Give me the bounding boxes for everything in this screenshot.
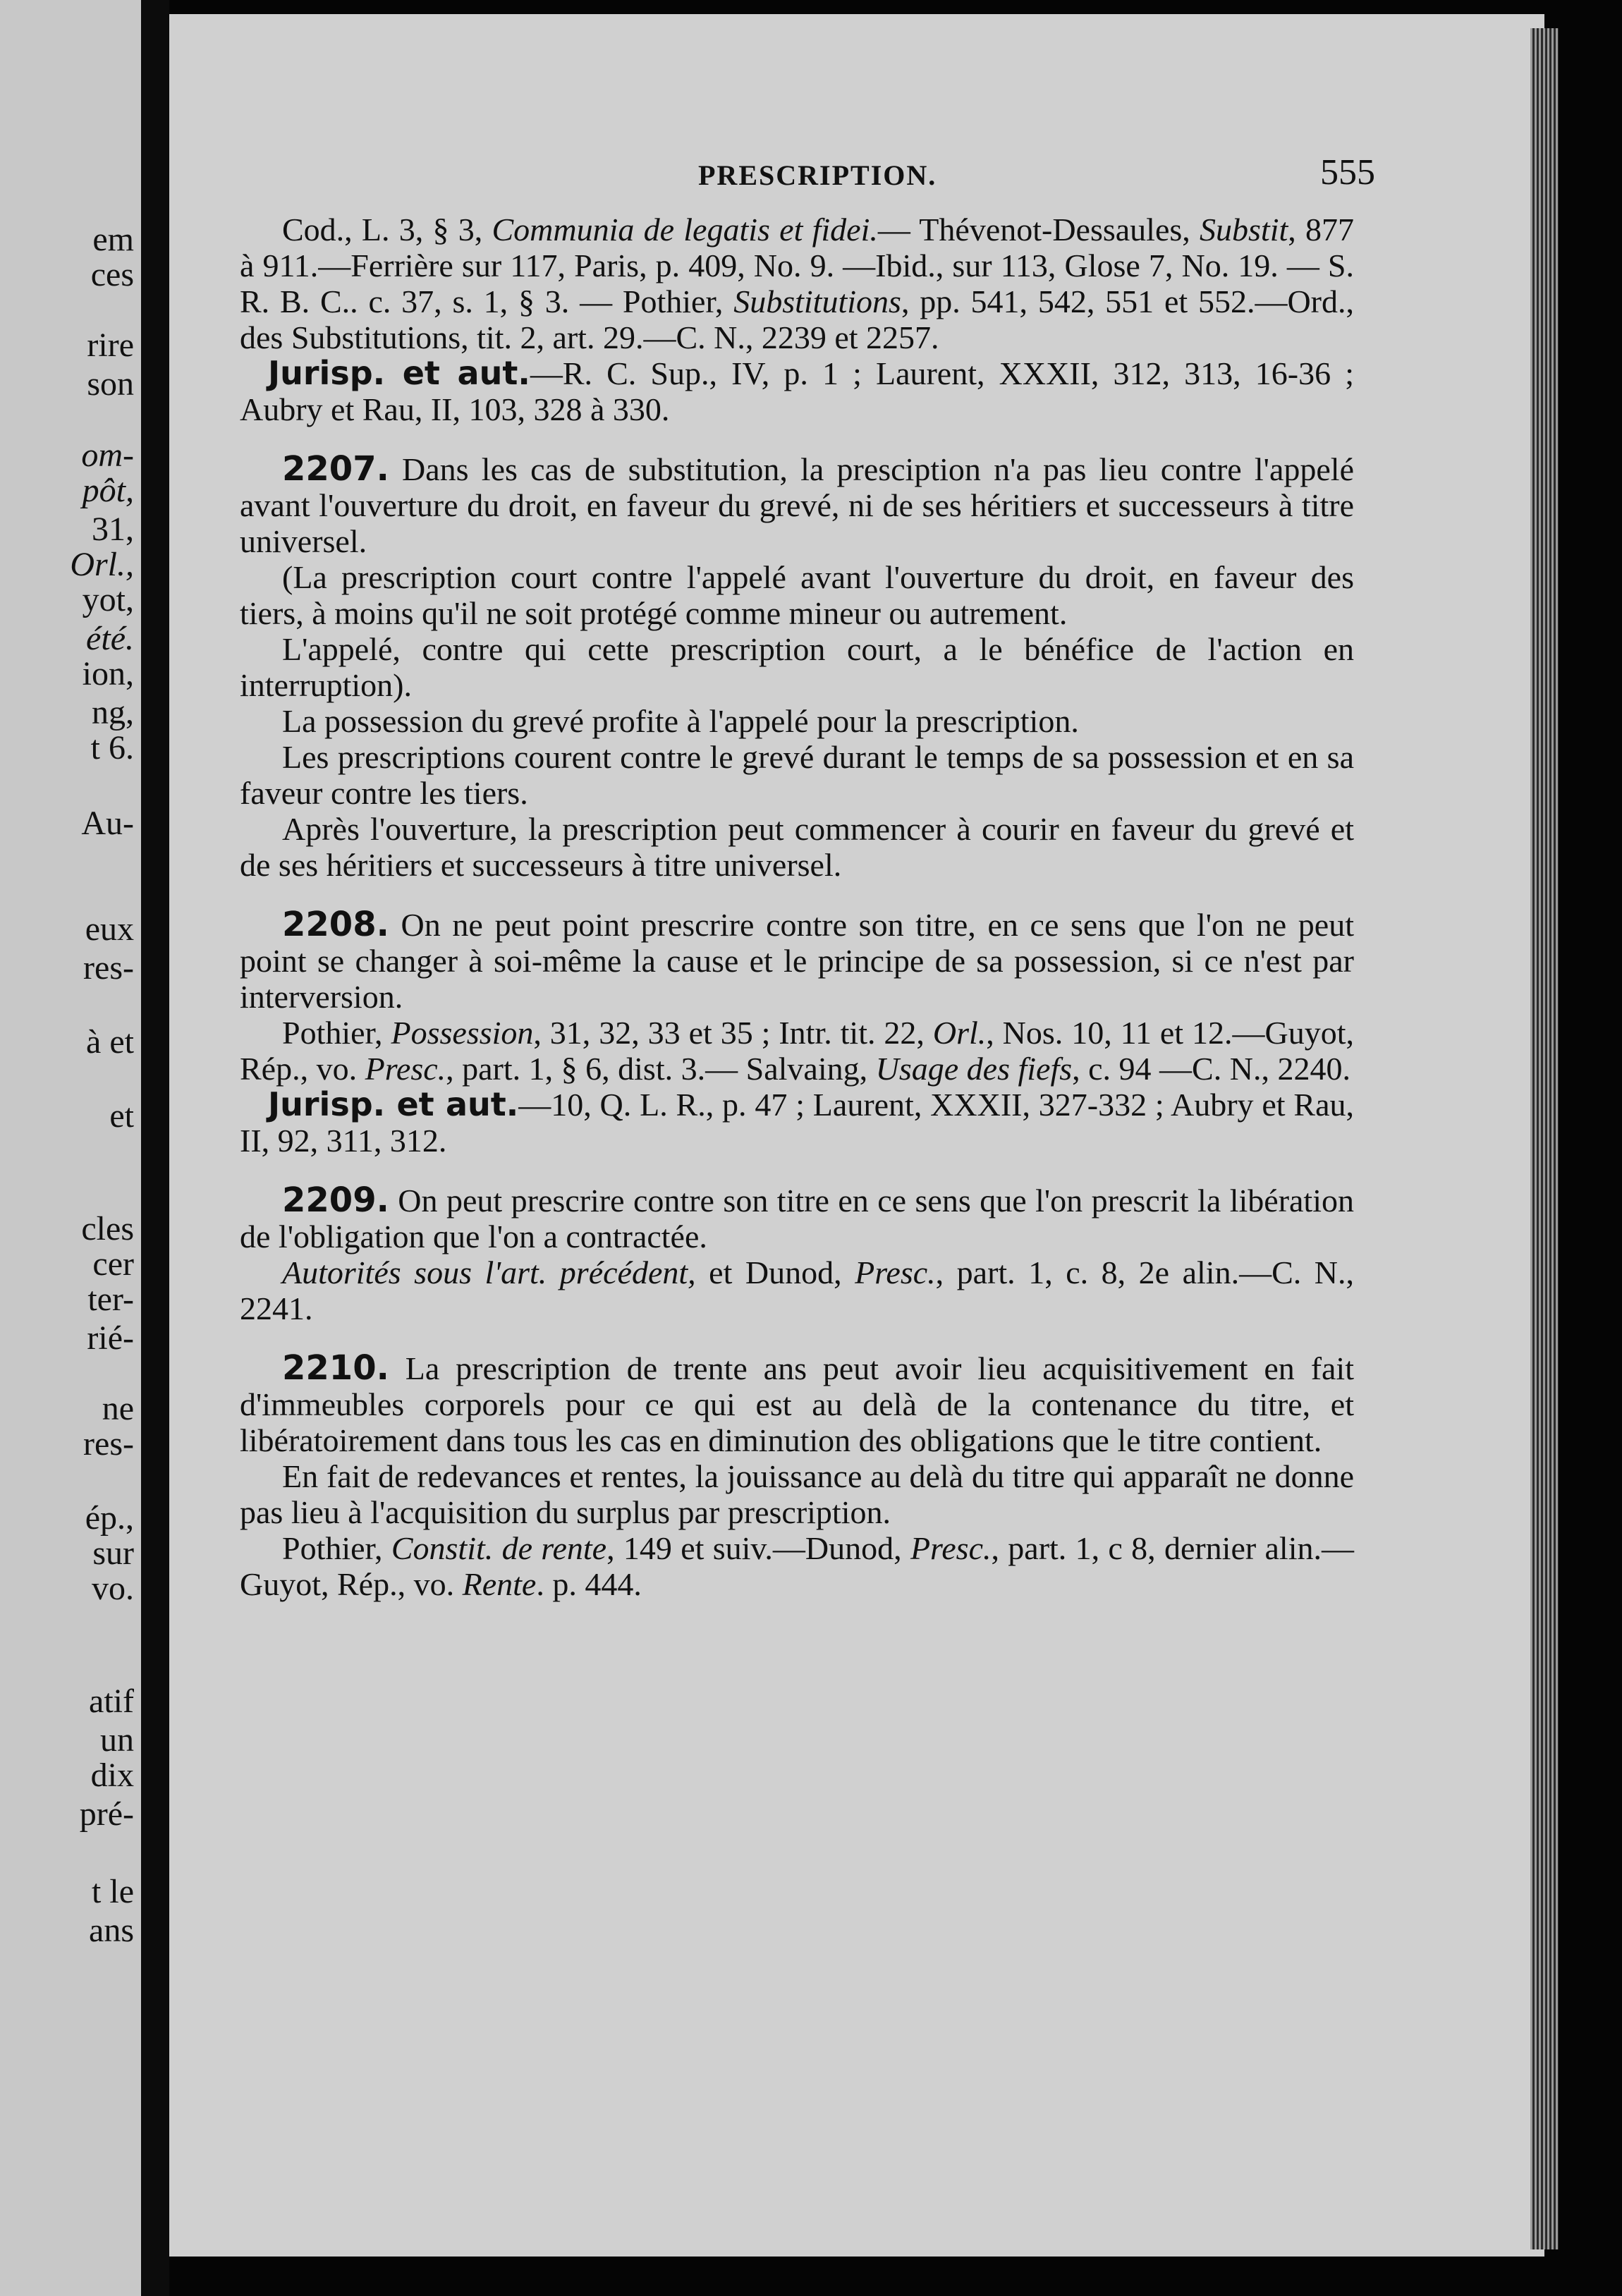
article-2210-para-2: En fait de redevances et rentes, la jouissance au delà du titre qui apparaît ne donne pas lieu à l'acquisition du surplus par prescription.: [240, 1458, 1354, 1530]
left-page-fragment: ces: [90, 256, 134, 293]
article-2207-text: 2207. Dans les cas de substitution, la presciption n'a pas lieu contre l'appelé avant l'ouverture du droit, en faveur du grevé, ni de ses héritiers et successeurs à titre universel.: [240, 449, 1354, 559]
left-page-fragment: vo.: [92, 1570, 134, 1607]
article-2207-para-3: L'appelé, contre qui cette prescription court, a le bénéfice de l'action en interruption).: [240, 631, 1354, 703]
article-number: 2208.: [282, 905, 389, 944]
article-2209: [240, 1180, 1354, 1326]
article-2208-jurisprudence: Jurisp. et aut.—10, Q. L. R., p. 47 ; Laurent, XXXII, 327-332 ; Aubry et Rau, II, 92, 311, 312.: [240, 1085, 1354, 1159]
left-page-fragment: om-: [81, 436, 134, 474]
page-number: 555: [1320, 152, 1375, 193]
article-number: 2209.: [282, 1180, 389, 1220]
left-page-fragment: un: [100, 1721, 134, 1759]
article-2209-text: 2209. On peut prescrire contre son titre en ce sens que l'on prescrit la libération de l'obligation que l'on a contractée.: [240, 1180, 1354, 1254]
left-page-fragment: cles: [81, 1210, 134, 1247]
left-page-fragment: res-: [83, 949, 134, 987]
page-header: [169, 152, 1375, 201]
left-page-fragment: atif: [89, 1683, 134, 1720]
article-2210-references: Pothier, Constit. de rente, 149 et suiv.—Dunod, Presc., part. 1, c 8, dernier alin.—Guyot, Rép., vo. Rente. p. 444.: [240, 1530, 1354, 1602]
article-2208-text: 2208. On ne peut point prescrire contre son titre, en ce sens que l'on ne peut point se changer à soi-même la cause et le principe de sa possession, si ce n'est par interversion.: [240, 905, 1354, 1015]
left-page-fragment: Orl.,: [70, 546, 134, 583]
left-page-fragment: dix: [90, 1757, 134, 1794]
left-page-fragment: res-: [83, 1425, 134, 1463]
left-page-fragment: t le: [92, 1873, 134, 1910]
left-page-fragment: pré-: [79, 1795, 134, 1833]
article-2208-references: Pothier, Possession, 31, 32, 33 et 35 ; Intr. tit. 22, Orl., Nos. 10, 11 et 12.—Guyot, Rép., vo. Presc., part. 1, § 6, dist. 3.— Salvaing, Usage des fiefs, c. 94 —C. N., 2240.: [240, 1015, 1354, 1087]
intro-jurisprudence: Jurisp. et aut.—R. C. Sup., IV, p. 1 ; Laurent, XXXII, 312, 313, 16-36 ; Aubry et Rau, II, 103, 328 à 330.: [240, 354, 1354, 427]
left-page-fragment: 31,: [92, 511, 134, 548]
article-2207-para-2: (La prescription court contre l'appelé avant l'ouverture du droit, en faveur des tiers, à moins qu'il ne soit protégé comme mineur ou autrement.: [240, 559, 1354, 631]
page-edge-stack: [1530, 28, 1559, 2249]
left-page-fragment: eux: [85, 910, 134, 948]
left-page-fragment: ter-: [87, 1281, 134, 1318]
left-page-fragment: em: [92, 221, 134, 258]
left-facing-page: [0, 0, 141, 2296]
article-number: 2207.: [282, 449, 389, 489]
left-page-fragment: pôt,: [82, 472, 134, 509]
left-page-fragment: ne: [102, 1390, 134, 1427]
left-page-fragment: ép.,: [85, 1499, 134, 1537]
left-page-fragment: rié-: [87, 1319, 134, 1357]
left-page-fragment: à et: [86, 1023, 134, 1061]
left-page-fragment: cer: [92, 1245, 134, 1283]
left-page-fragment: été.: [86, 620, 134, 657]
jurisprudence-label: Jurisp. et aut.: [268, 354, 530, 392]
jurisprudence-label: Jurisp. et aut.: [268, 1085, 519, 1123]
running-head: PRESCRIPTION.: [698, 159, 937, 191]
left-page-fragment: sur: [92, 1534, 134, 1572]
left-page-fragment: yot,: [82, 581, 134, 618]
article-number: 2210.: [282, 1348, 389, 1388]
left-page-fragment: Au-: [81, 805, 134, 842]
article-2207-para-5: Les prescriptions courent contre le grevé durant le temps de sa possession et en sa faveur contre les tiers.: [240, 739, 1354, 811]
left-page-fragment: ng,: [92, 694, 134, 731]
left-page-fragment: rire: [87, 326, 134, 364]
left-page-fragment: et: [109, 1097, 134, 1135]
left-page-fragment: ans: [89, 1912, 134, 1949]
article-2210-text: 2210. La prescription de trente ans peut avoir lieu acquisitivement en fait d'immeubles corporels pour ce qui est au delà de la contenance du titre, et libératoirement dans tous les cas en diminution des obligations que le titre contient.: [240, 1348, 1354, 1458]
page-body: [240, 212, 1354, 1602]
left-page-fragment: son: [87, 365, 134, 403]
article-2209-references: Autorités sous l'art. précédent, et Dunod, Presc., part. 1, c. 8, 2e alin.—C. N., 2241.: [240, 1254, 1354, 1326]
left-page-fragment: t 6.: [90, 729, 134, 767]
article-2207: [240, 451, 1354, 883]
article-2207-para-6: Après l'ouverture, la prescription peut commencer à courir en faveur du grevé et de ses héritiers et successeurs à titre universel.: [240, 811, 1354, 883]
article-2208: [240, 907, 1354, 1159]
intro-references: Cod., L. 3, § 3, Communia de legatis et fidei.— Thévenot-Dessaules, Substit, 877 à 911.—Ferrière sur 117, Paris, p. 409, No. 9. —Ibid., sur 113, Glose 7, No. 19. — S. R. B. C.. c. 37, s. 1, § 3. — Pothier, Substitutions, pp. 541, 542, 551 et 552.—Ord., des Substitutions, tit. 2, art. 29.—C. N., 2239 et 2257.: [240, 212, 1355, 355]
book-gutter: [141, 0, 169, 2296]
article-2210: [240, 1350, 1354, 1602]
article-2207-para-4: La possession du grevé profite à l'appelé pour la prescription.: [282, 703, 1079, 739]
left-page-fragment: ion,: [82, 655, 134, 692]
